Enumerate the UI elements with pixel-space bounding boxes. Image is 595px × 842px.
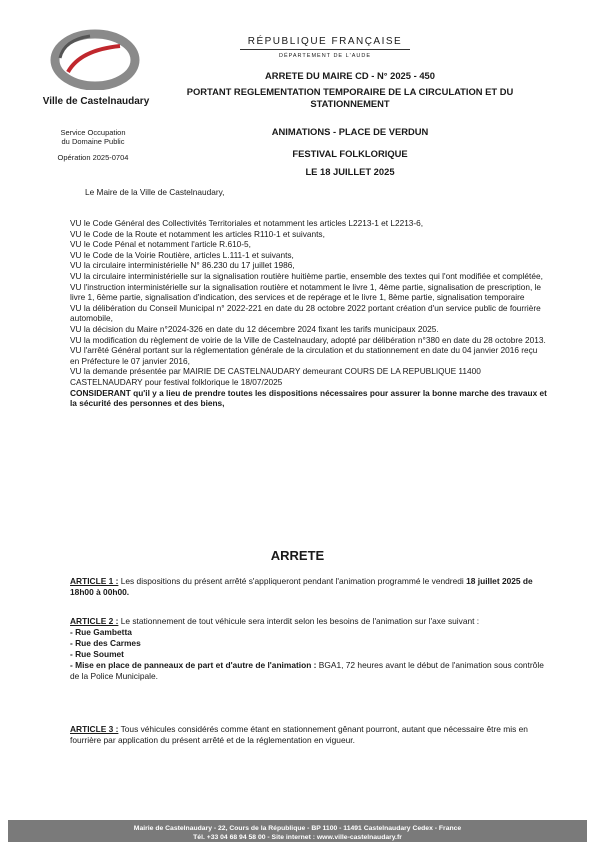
footer-address: Mairie de Castelnaudary - 22, Cours de la République - BP 1100 - 11491 Castelnaudary Cedex - France [133,825,462,832]
street-item: - Rue Soumet [70,649,124,659]
article-label: ARTICLE 2 : [70,616,119,626]
article-text: Les dispositions du présent arrêté s'appliqueront pendant l'animation programmé le vendredi [118,576,467,586]
vu-item: VU la modification du règlement de voirie de la Ville de Castelnaudary, adopté par délibération n°380 en date du 28 octobre 2013. [70,334,546,345]
vu-item: VU le Code Général des Collectivités Territoriales et notamment les articles L2213-1 et L2213-6, [70,218,424,228]
service-line: du Domaine Public [61,137,125,146]
arrete-subject: PORTANT REGLEMENTATION TEMPORAIRE DE LA CIRCULATION ET DU [186,86,514,97]
street-item: - Rue Gambetta [70,627,132,637]
operation-number: Opération 2025-0704 [57,153,129,162]
article-3 [70,724,548,746]
street-item: - Rue des Carmes [70,638,141,648]
vu-item: VU la délibération du Conseil Municipal n° 2022-221 en date du 28 octobre 2022 portant création d'un service public de fourrière automobile, [70,302,541,324]
considerant: CONSIDERANT qu'il y a lieu de prendre toutes les dispositions nécessaires pour assurer la bonne marche des travaux et la sécurité des personnes et des biens, [70,387,547,409]
arrete-subject-2: STATIONNEMENT [310,98,390,109]
vu-item: VU la circulaire interministérielle sur la signalisation routière huitième partie, ensemble des textes qui l'ont modifiée et complétée, [70,270,543,281]
city-name: Ville de Castelnaudary [42,96,150,107]
article-label: ARTICLE 1 : [70,576,119,586]
vu-item: VU le Code de la Voirie Routière, articles L.111-1 et suivants, [70,249,294,260]
vu-item: VU la circulaire interministérielle N° 86.230 du 17 juillet 1986, [70,260,295,271]
arrete-number: ARRETE DU MAIRE CD - N° 2025 - 450 [265,70,435,81]
vu-item: VU le Code de la Route et notamment les articles R110-1 et suivants, [70,228,325,239]
divider [240,49,410,50]
article-date: 18 juillet 2025 de 18h00 à 00h00. [70,576,533,597]
article-1 [70,576,548,598]
article-text: Tous véhicules considérés comme étant en stationnement gênant pourront, autant que nécessaire être mis en fourrière par application du présent arrêté et de la réglementation en vigueur. [70,724,528,745]
service-line: Service Occupation [60,128,126,137]
article-text: Le stationnement de tout véhicule sera interdit selon les besoins de l'animation sur l'axe suivant : [118,616,480,626]
vu-item: VU la demande présentée par MAIRIE DE CASTELNAUDARY demeurant COURS DE LA REPUBLIQUE 11400 CASTELNAUDARY pour festival folklorique le 18/07/2025 [70,366,481,387]
panneaux-text: BGA1, 72 heures avant le début de l'animation sous contrôle de la Police Municipale. [70,660,544,681]
article-2 [70,616,548,682]
intro: Le Maire de la Ville de Castelnaudary, [85,187,225,197]
vu-list [70,218,548,409]
arrete-title: ARRETE [270,548,325,563]
article-label: ARTICLE 3 : [70,724,119,734]
event-date: LE 18 JUILLET 2025 [305,166,395,177]
vu-item: VU l'arrêté Général portant sur la réglementation générale de la circulation et du stationnement en date du 04 janvier 2016 reçu en Préfecture le 07 janvier 2016, [70,345,538,366]
animation-place: ANIMATIONS - PLACE DE VERDUN [271,126,429,137]
event-name: FESTIVAL FOLKLORIQUE [292,148,408,159]
vu-item: VU la décision du Maire n°2024-326 en date du 12 décembre 2024 fixant les tarifs municipaux 2025. [70,323,439,334]
service-name [28,128,158,146]
vu-item: VU l'instruction interministérielle sur la signalisation routière et notamment le livre 1, 4ème partie, signalisation de prescription, le livre 1, 6ème partie, signalisation d'indication, des services et de repérage et le livre 1, 8ème partie, signalisation temporaire [70,281,542,303]
departement: DÉPARTEMENT DE L'AUDE [278,53,372,59]
panneaux-label: - Mise en place de panneaux de part et d'autre de l'animation : [70,660,317,670]
city-logo [50,28,140,90]
republique-title: RÉPUBLIQUE FRANÇAISE [247,36,403,47]
vu-item: VU le Code Pénal et notamment l'article R.610-5, [70,239,251,250]
footer-contact: Tél. +33 04 68 94 58 00 - Site internet : www.ville-castelnaudary.fr [193,834,402,841]
